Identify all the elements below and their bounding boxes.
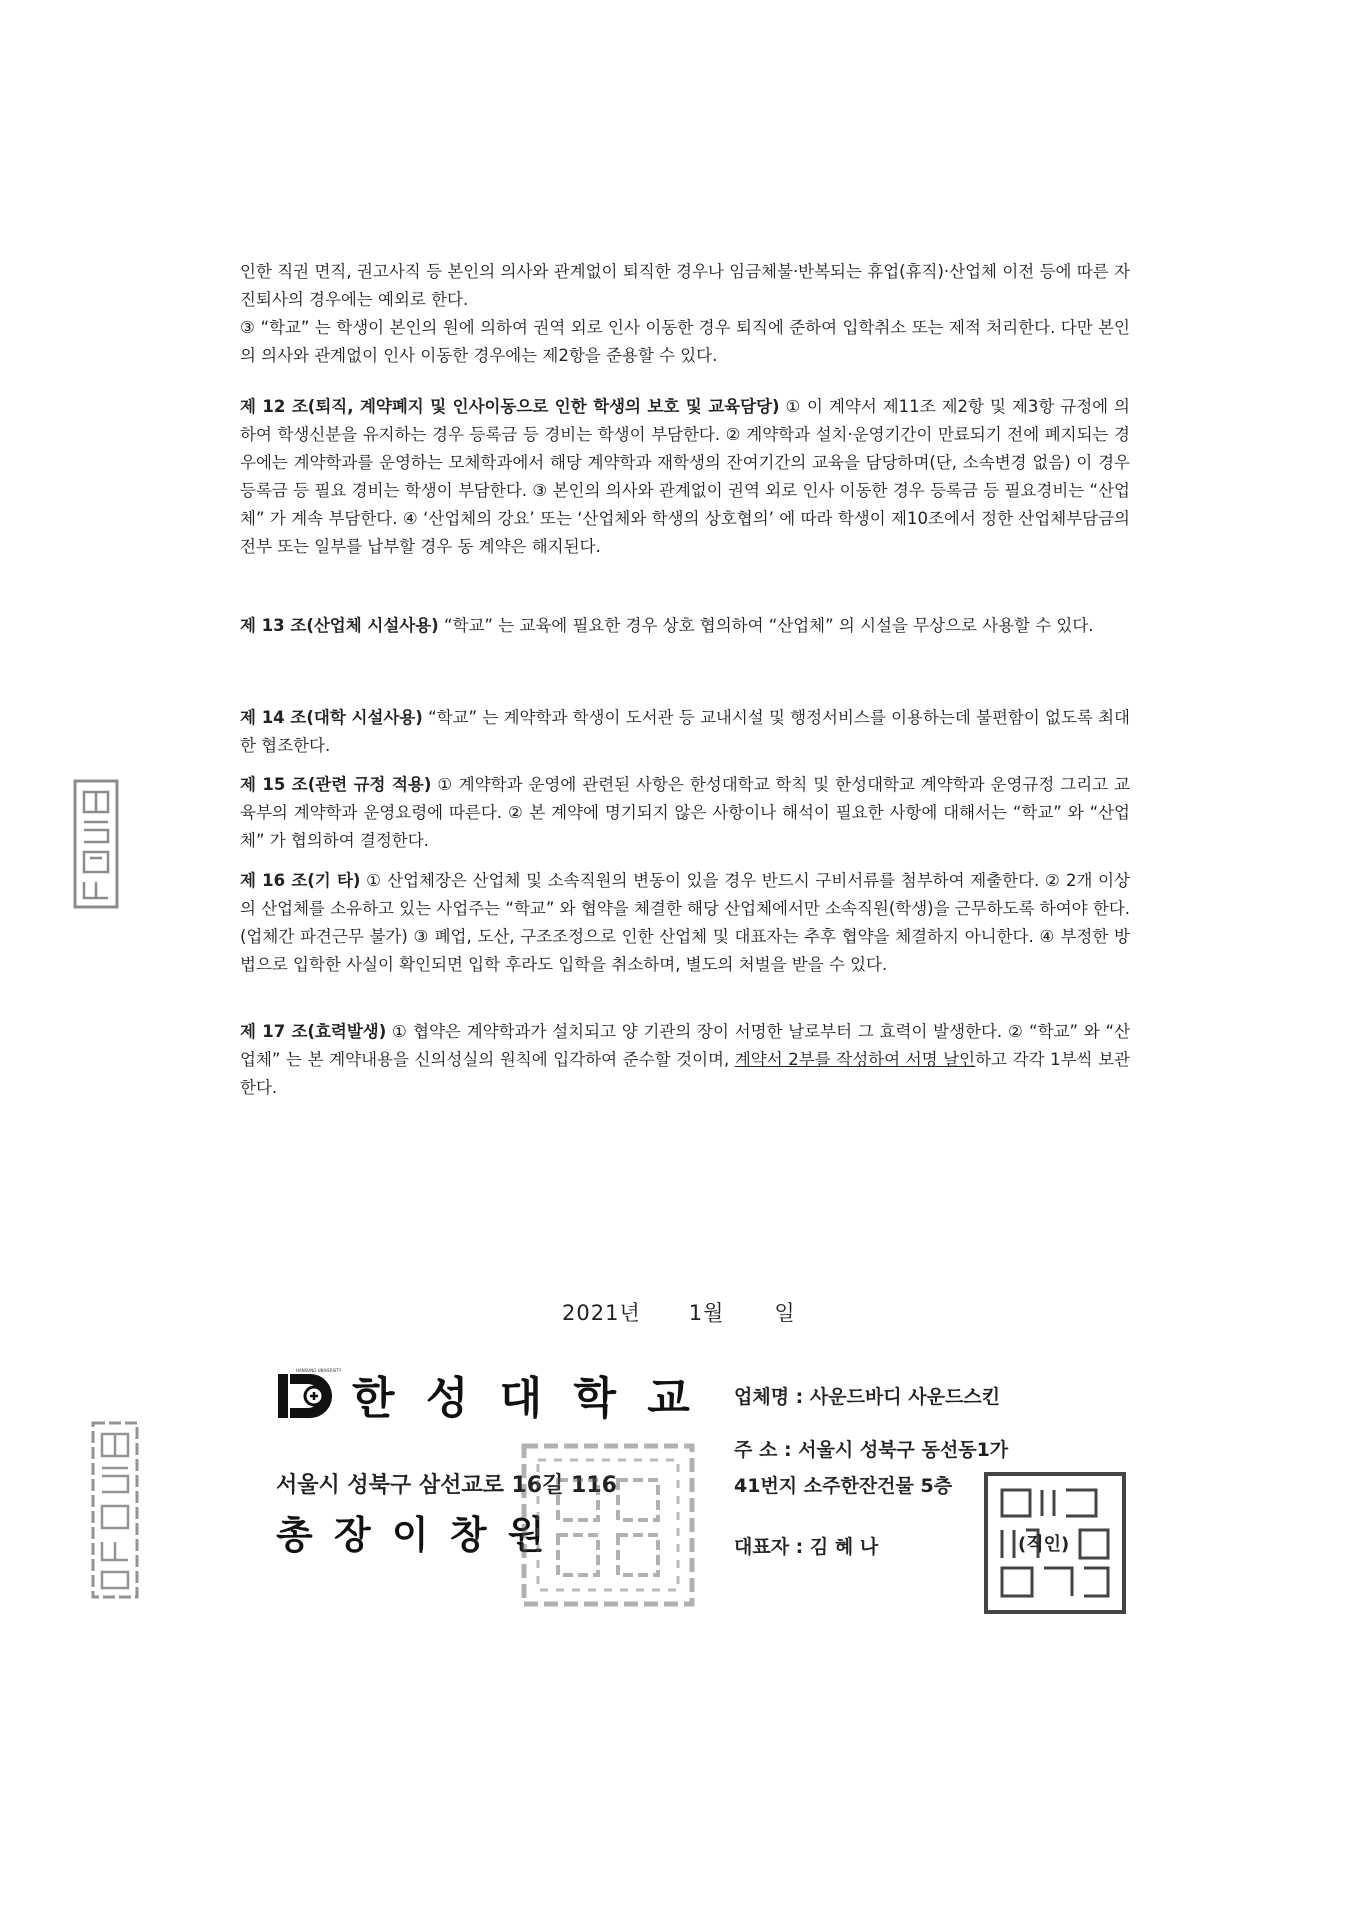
article-17 [240,1018,1130,1102]
article-text: ① 계약학과 운영에 관련된 사항은 한성대학교 학칙 및 한성대학교 계약학과 운영규정 그리고 교육부의 계약학과 운영요령에 따른다. ② 본 계약에 명기되지 않은 사항이나 해석이 필요한 사항에 대해서는 “학교” 와 “산업체” 가 협의하여 결정한다. [240,775,1130,850]
article-title: 제 16 조(기 타) [240,871,361,890]
article-text: 하고 각각 1부씩 보관한다. [240,1050,1131,1097]
university-president: 총 장 이 창 원 [276,1513,549,1557]
article-13 [240,612,1130,640]
article-16 [240,867,1130,979]
university-logo [276,1368,346,1424]
article-title: 제 17 조(효력발생) [240,1022,387,1041]
date-day: 일 [774,1301,796,1325]
contract-date [562,1297,796,1327]
article-15 [240,771,1130,855]
article-14 [240,704,1130,760]
university-seal [518,1440,698,1610]
company-address-line2: 41번지 소주한잔건물 5층 [734,1475,953,1497]
article-title: 제 13 조(산업체 시설사용) [240,616,439,635]
article-text: “학교” 는 교육에 필요한 경우 상호 협의하여 “산업체” 의 시설을 무상으로 사용할 수 있다. [438,616,1094,635]
article-text: “학교” 는 계약학과 학생이 도서관 등 교내시설 및 행정서비스를 이용하는데 불편함이 없도록 최대한 협조한다. [240,708,1131,755]
company-address-line1: 주 소 : 서울시 성북구 동선동1가 [734,1439,1009,1461]
university-name: 한 성 대 학 교 [352,1373,698,1424]
company-seal [980,1468,1130,1618]
paragraph-text: ③ “학교” 는 학생이 본인의 원에 의하여 권역 외로 인사 이동한 경우 퇴직에 준하여 입학취소 또는 제적 처리한다. 다만 본인의 의사와 관계없이 인사 이동한 경우에는 제2항을 준용할 수 있다. [240,318,1130,365]
continuation-paragraph [240,258,1130,370]
paragraph-text: 인한 직권 면직, 권고사직 등 본인의 의사와 관계없이 퇴직한 경우나 임금체불·반복되는 휴업(휴직)·산업체 이전 등에 따른 자진퇴사의 경우에는 예외로 한다. [240,262,1130,309]
margin-seal-bottom [90,1420,140,1600]
date-month: 1월 [688,1301,725,1325]
article-text: ① 산업체장은 산업체 및 소속직원의 변동이 있을 경우 반드시 구비서류를 첨부하여 제출한다. ② 2개 이상의 산업체를 소유하고 있는 사업주는 “학교” 와 협약을 체결한 해당 산업체에서만 소속직원(학생)을 근무하도록 하여야 한다.(업체간 파견근무 불가) ③ 폐업, 도산, 구조조정으로 인한 산업체 및 대표자는 추후 협약을 체결하지 아니한다. ④ 부정한 방법으로 입학한 사실이 확인되면 입학 후라도 입학을 취소하며, 별도의 처벌을 받을 수 있다. [240,871,1130,974]
company-name: 업체명 : 사운드바디 사운드스킨 [734,1386,1001,1408]
date-year: 2021년 [562,1301,641,1325]
article-12 [240,393,1130,561]
company-representative: 대표자 : 김 혜 나 [734,1536,879,1558]
article-title: 제 12 조(퇴직, 계약폐지 및 인사이동으로 인한 학생의 보호 및 교육담당) [240,397,780,416]
underlined-text: 계약서 2부를 작성하여 서명 날인 [734,1050,976,1069]
article-text: ① 이 계약서 제11조 제2항 및 제3항 규정에 의하여 학생신분을 유지하는 경우 등록금 등 경비는 학생이 부담한다. ② 계약학과 설치·운영기간이 만료되기 전에 폐지되는 경우에는 계약학과를 운영하는 모체학과에서 해당 계약학과 재학생의 잔여기간의 교육을 담당하며(단, 소속변경 없음) 이 경우 등록금 등 필요 경비는 학생이 부담한다. ③ 본인의 의사와 관계없이 권역 외로 인사 이동한 경우 등록금 등 필요경비는 “산업체” 가 계속 부담한다. ④ ‘산업체의 강요’ 또는 ‘산업체와 학생의 상호협의’ 에 따라 학생이 제10조에서 정한 산업체부담금의 전부 또는 일부를 납부할 경우 동 계약은 해지된다. [240,397,1130,556]
article-title: 제 15 조(관련 규정 적용) [240,775,432,794]
article-title: 제 14 조(대학 시설사용) [240,708,423,727]
company-seal-text: (직인) [1018,1534,1070,1555]
university-address: 서울시 성북구 삼선교로 16길 116 [276,1473,617,1498]
margin-seal-top [72,778,120,910]
article-text: ① 협약은 계약학과가 설치되고 양 기관의 장이 서명한 날로부터 그 효력이 발생한다. ② “학교” 와 “산업체” 는 본 계약내용을 신의성실의 원칙에 입각하여 준수할 것이며, [240,1022,1131,1069]
logo-caption: HANSUNG UNIVERSITY [296,1368,342,1373]
